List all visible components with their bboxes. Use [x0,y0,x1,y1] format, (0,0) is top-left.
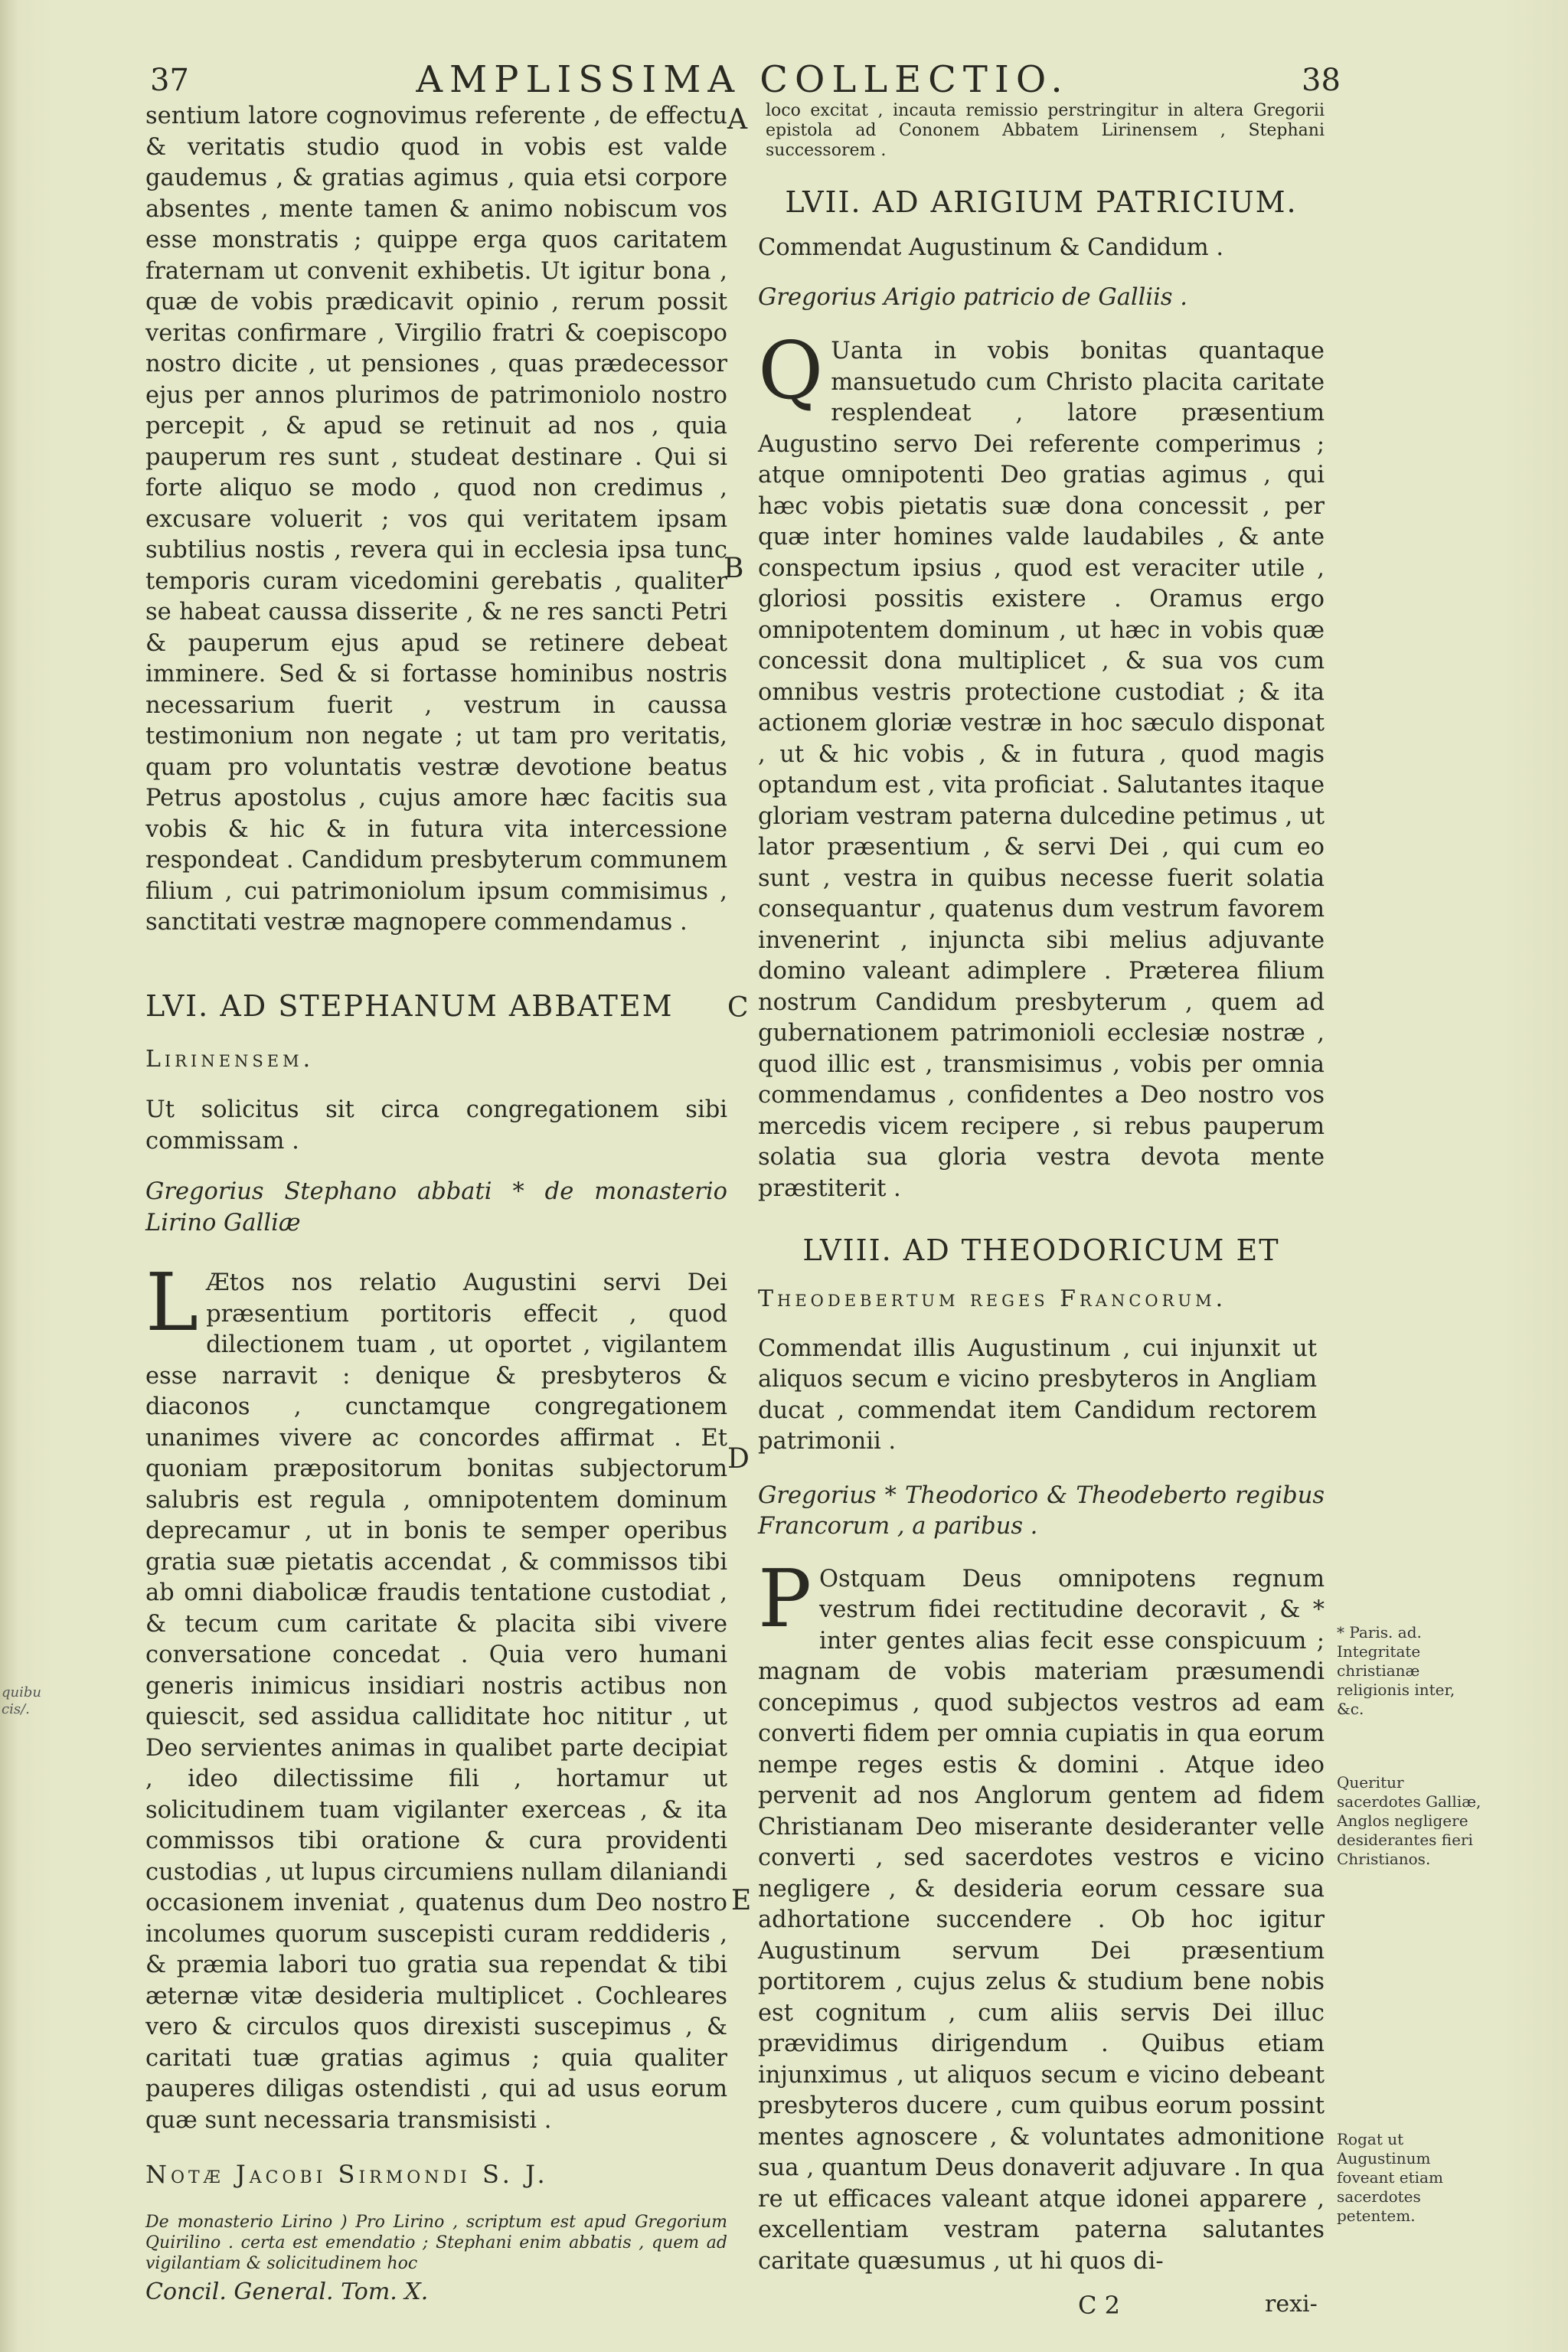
letter-57-heading: LVII. AD ARIGIUM PATRICIUM. [785,185,1298,219]
notes-title: Notæ Jacobi Sirmondi S. J. [145,2160,549,2189]
letter-57-summary: Commendat Augustinum & Candidum . [758,234,1224,261]
left-column [145,101,727,2308]
letter-56-body [145,1256,727,2136]
left-page-number: 37 [150,63,189,98]
letter-58-salutation: Gregorius * Theodorico & Theodeberto regibus Francorum , a paribus . [758,1481,1325,1540]
letter-58-text: Ostquam Deus omnipotens regnum vestrum fidei rectitudine decoravit , & * inter gentes alias fecit esse conspicuum ; magnam de vobis materiam præsumendi concepimus , quod subjectos vestros ad eam converti fidem per omnia cupiatis in qua eorum nempe reges estis & domini . Atque ideo pervenit ad nos Anglorum gentem ad fidem Christianam Deo miserante desideranter velle converti , sed sacerdotes vestros e vicino negligere , & desideria eorum cessare sua adhortatione succendere . Ob hoc igitur Augustinum servum Dei præsentium portitorem , cujus zelus & studium bene nobis est cognitum , cum aliis servis Dei illuc prævidimus dirigendum . Quibus etiam injunximus , ut aliquos secum e vicino debeant presbyteros ducere , cum quibus eorum possint mentes agnoscere , & voluntates admonitione sua , quantum Deus donaverit adjuvare . In qua re ut efficaces valeant atque idonei apparere , excellentiam vestram paterna salutantes caritate quæsumus , ut hi quos di- [758,1565,1325,2275]
catchword: rexi- [1265,2291,1318,2318]
letter-56-summary: Ut solicitus sit circa congregationem sibi commissam . [145,1096,727,1155]
gutter-fragment: quibu cis/. [2,1684,41,1717]
margin-note-2: Queritur sacerdotes Galliæ, Anglos negligere desiderantes fieri Christianos. [1337,1773,1481,1868]
drop-cap-Q: Q [758,324,824,417]
margin-note-1: * Paris. ad. Integritate christianæ religionis inter, &c. [1337,1623,1455,1718]
marker-C: C [727,992,749,1024]
letter-58-subheading: Theodebertum reges Francorum. [758,1285,1227,1312]
letter-56-subheading: Lirinensem. [145,1045,315,1073]
running-title: AMPLISSIMA COLLECTIO. [416,58,1070,101]
right-column [758,101,1325,2277]
letter-56-text: Ætos nos relatio Augustini servi Dei præsentium portitoris effecit , quod dilectionem tuam , ut oportet , vigilantem esse narravit : denique & presbyteros & diaconos , cunctamque congregationem unanimes vivere ac concordes affirmat . Et quoniam præpositorum bonitas subjectorum salubris est regula , omnipotentem dominum deprecamur , ut in bonis te semper operibus gratia suæ pietatis accendat , & commissos tibi ab omni diabolicæ fraudis tentatione custodiat , & tecum cum caritate & placita sibi vivere conversatione concedat . Quia vero humani generis inimicus insidiari nostris actibus non quiescit, sed assidua calliditate hoc nititur , ut Deo servientes animas in qualibet parte decipiat , ideo dilectissime fili , hortamur ut solicitudinem tuam vigilanter exerceas , & ita commissos tibi oratione & cura providenti custodias , ut lupus circumiens nullam dilaniandi occasionem inveniat , quatenus dum Deo nostro incolumes quorum suscepisti curam reddideris , & præmia labori tuo gratia sua rependat & tibi æternæ vitæ desideria multiplicet . Cochleares vero & circulos quos direxisti suscepimus , & caritati tuæ gratias agimus ; quia qualiter pauperes diligas ostendisti , qui ad usus eorum quæ sunt necessaria transmisisti . [145,1269,727,2134]
marker-D: D [727,1443,750,1475]
note-text: De monasterio Lirino ) Pro Lirino , scriptum est apud Gregorium Quirilino . certa est emendatio ; Stephani enim abbatis , quem ad vigilantiam & solicitudinem hoc [145,2212,727,2273]
signature-mark: C 2 [1078,2291,1121,2320]
letter-58-summary: Commendat illis Augustinum , cui injunxit ut aliquos secum e vicino presbyteros in Angliam ducat , commendat item Candidum rectorem patrimonii . [758,1334,1317,1455]
drop-cap-L: L [145,1256,199,1349]
continued-note: loco excitat , incauta remissio perstringitur in altera Gregorii epistola ad Cononem Abbatem Lirinensem , Stephani successorem . [766,101,1325,160]
right-page-number: 38 [1302,63,1341,98]
marker-B: B [724,553,744,584]
letter-57-body [758,324,1325,1204]
continued-text: sentium latore cognovimus referente , de effectu & veritatis studio quod in vobis est valde gaudemus , & gratias agimus , quia etsi corpore absentes , mente tamen & animo nobiscum vos esse monstratis ; quippe erga quos caritatem fraternam ut convenit exhibetis. Ut igitur bona , quæ de vobis prædicavit opinio , rerum possit veritas confirmare , Virgilio fratri & coepiscopo nostro dicite , ut pensiones , quas prædecessor ejus per annos plurimos de patrimoniolo nostro percepit , & apud se retinuit ad nos , quia pauperum res sunt , studeat destinare . Qui si forte aliquo se modo , quod non credimus , excusare voluerit ; vos qui veritatem ipsam subtilius nostis , revera qui in ecclesia ipsa tunc temporis curam vicedomini gerebatis , qualiter se habeat caussa disserite , & ne res sancti Petri & pauperum ejus apud se retinere debeat imminere. Sed & si fortasse hominibus nostris necessarium fuerit , vestrum in caussa testimonium non negate ; ut tam pro veritatis, quam pro voluntatis vestræ devotione beatus Petrus apostolus , cujus amore hæc facitis sua vobis & hic & in futura vita intercessione respondeat . Candidum presbyterum communem filium , cui patrimoniolum ipsum commisimus , sanctitati vestræ magnopere commendamus . [145,103,727,936]
marker-E: E [731,1885,752,1916]
letter-58-body [758,1551,1325,2278]
drop-cap-P: P [758,1551,812,1645]
volume-footer: Concil. General. Tom. X. [145,2278,429,2305]
letter-58-heading: LVIII. AD THEODORICUM ET [802,1233,1280,1267]
letter-56-heading: LVI. AD STEPHANUM ABBATEM [145,988,674,1023]
letter-57-text: Uanta in vobis bonitas quantaque mansuetudo cum Christo placita caritate resplendeat , latore præsentium Augustino servo Dei referente comperimus ; atque omnipotenti Deo gratias agimus , qui hæc vobis pietatis suæ dona concessit , per quæ inter homines valde laudabiles , & ante conspectum ipsius , quod est veraciter utile , gloriosi possitis existere . Oramus ergo omnipotentem dominum , ut hæc in vobis quæ concessit dona multiplicet , & sua vos cum omnibus vestris protectione custodiat ; & ita actionem gloriæ vestræ in hoc sæculo disponat , ut & hic vobis , & in futura , quod magis optandum est , vita proficiat . Salutantes itaque gloriam vestram paterna dulcedine petimus , ut lator præsentium , & servi Dei , qui cum eo sunt , vestra in quibus necesse fuerit solatia consequantur , quatenus dum vestrum favorem invenerint , injuncta sibi melius adjuvante domino valeant adimplere . Præterea filium nostrum Candidum presbyterum , quem ad gubernationem patrimonioli ecclesiæ nostræ , quod illic est , transmisimus , vobis per omnia commendamus , confidentes a Deo nostro vos mercedis vicem recipere , si rebus pauperum solatia sua gloria vestra devota mente præstiterit . [758,338,1325,1202]
letter-56-salutation: Gregorius Stephano abbati * de monasterio Lirino Galliæ [145,1178,727,1236]
letter-57-salutation: Gregorius Arigio patricio de Galliis . [758,283,1187,311]
margin-note-3: Rogat ut Augustinum foveant etiam sacerdotes petentem. [1337,2130,1443,2225]
marker-A: A [727,104,747,136]
